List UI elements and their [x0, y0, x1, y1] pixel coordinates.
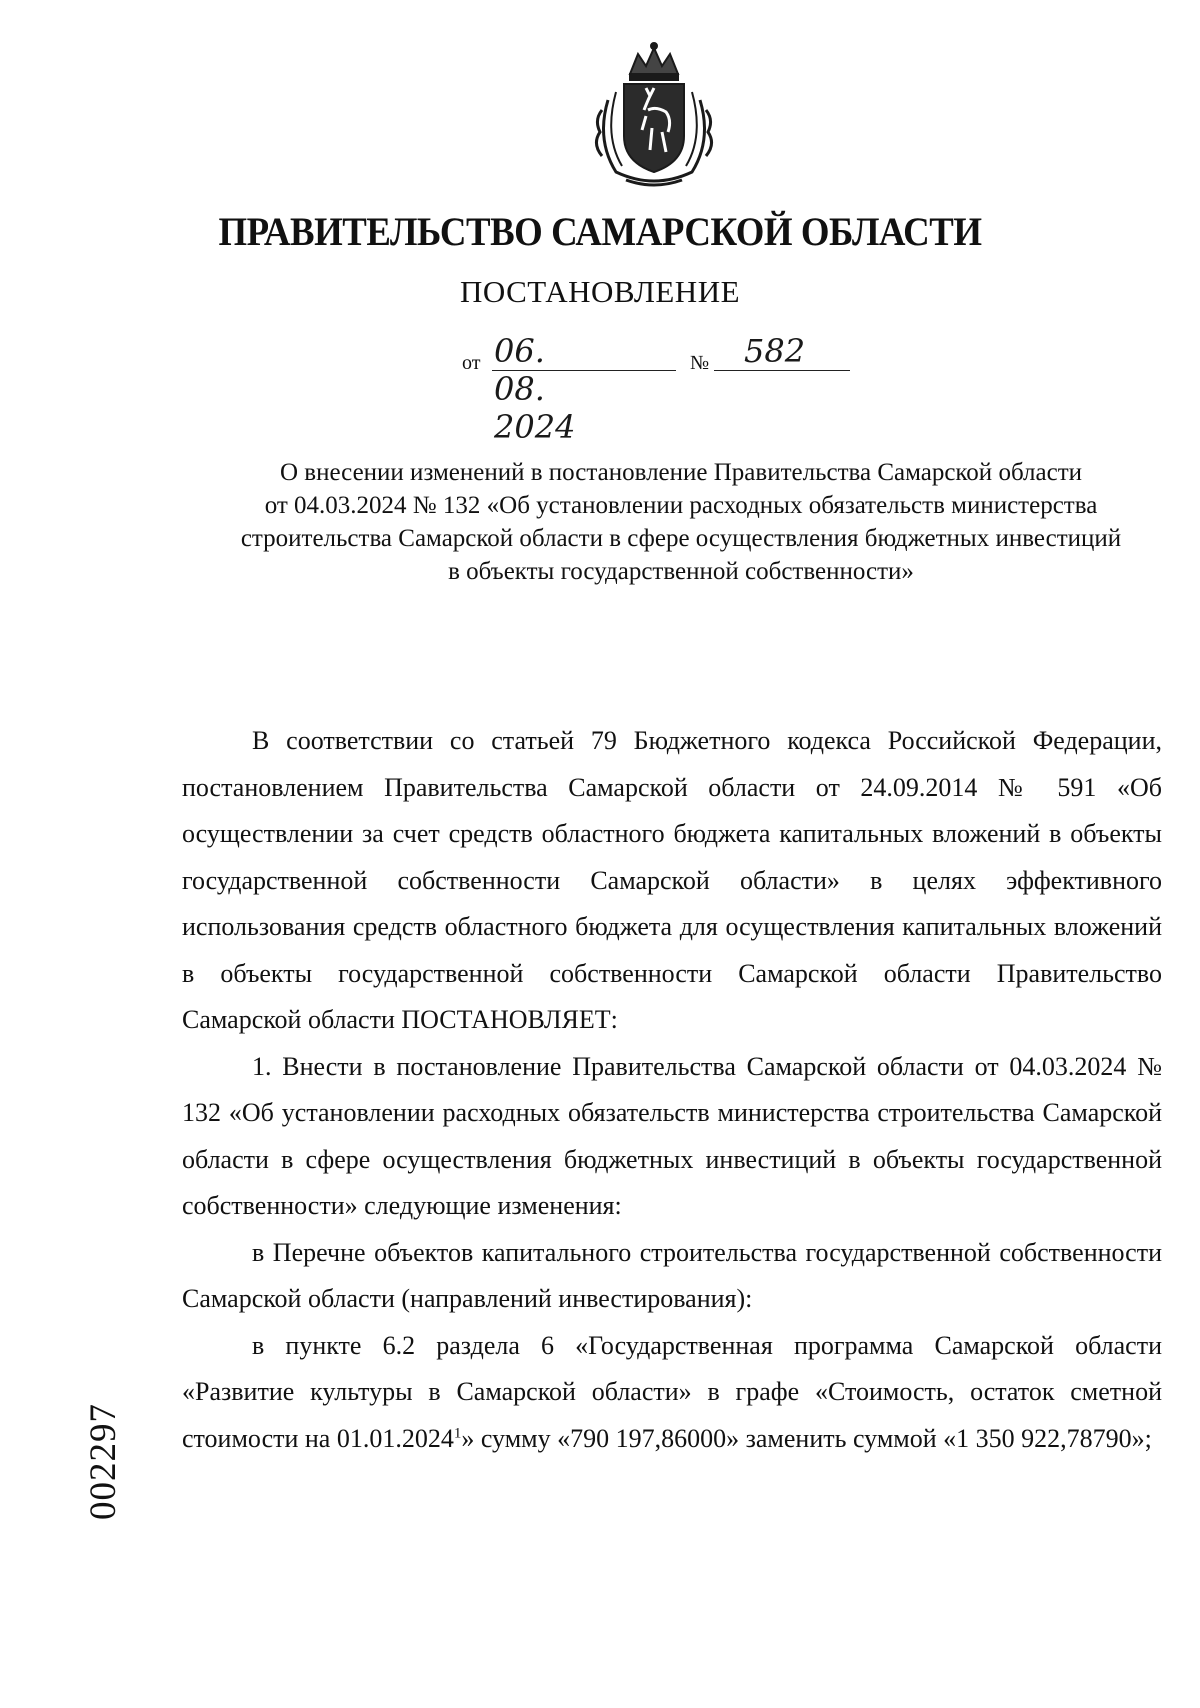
- item-1-paragraph: 1. Внести в постановление Правительства Самарской области от 04.03.2024 № 132 «Об установлении расходных обязательств министерства строительства Самарской области в сфере осуществления бюджетных инвестиций в объекты государственной собственности» следующие изменения:: [182, 1051, 1162, 1220]
- subject-line: О внесении изменений в постановление Правительства Самарской области: [279, 459, 1083, 486]
- footnote-marker: 1: [453, 1424, 462, 1441]
- handwritten-date: 06. 08. 2024: [494, 332, 576, 446]
- government-title: ПРАВИТЕЛЬСТВО САМАРСКОЙ ОБЛАСТИ: [218, 209, 982, 254]
- number-prefix: №: [690, 352, 710, 374]
- point-paragraph: [182, 1323, 1162, 1463]
- coat-of-arms-icon: [586, 40, 722, 190]
- document-body: [182, 718, 1162, 1462]
- preamble-paragraph: В соответствии со статьей 79 Бюджетного кодекса Российской Федерации, постановлением Правительства Самарской области от 24.09.2014 № 591 «Об осуществлении за счет средств областного бюджета капитальных вложений в объекты государственной собственности Самарской области» в целях эффективного использования средств областного бюджета для осуществления капитальных вложений в объекты государственной собственности Самарской области Правительство Самарской области ПОСТАНОВЛЯЕТ:: [182, 726, 1162, 1034]
- handwritten-number: 582: [744, 332, 806, 370]
- document-subject: [200, 456, 1162, 588]
- subject-line: строительства Самарской области в сфере осуществления бюджетных инвестиций: [240, 525, 1122, 552]
- point-text-a: в пункте 6.2 раздела 6 «Государственная программа Самарской области «Развитие культуры в Самарской области» в графе «Стоимость, остаток сметной стоимости на 01.01.2024: [182, 1330, 1162, 1453]
- list-intro-paragraph: в Перечне объектов капитального строительства государственной собственности Самарской области (направлений инвестирования):: [182, 1237, 1162, 1313]
- subject-line: в объекты государственной собственности»: [448, 558, 914, 585]
- subject-line: от 04.03.2024 № 132 «Об установлении расходных обязательств министерства: [264, 492, 1098, 519]
- date-prefix: от: [462, 352, 481, 374]
- point-text-b: » сумму «790 197,86000» заменить суммой «1 350 922,78790»;: [461, 1423, 1152, 1453]
- document-type: ПОСТАНОВЛЕНИЕ: [459, 274, 741, 309]
- number-underline: [714, 370, 850, 371]
- registration-number: 002297: [83, 1403, 124, 1520]
